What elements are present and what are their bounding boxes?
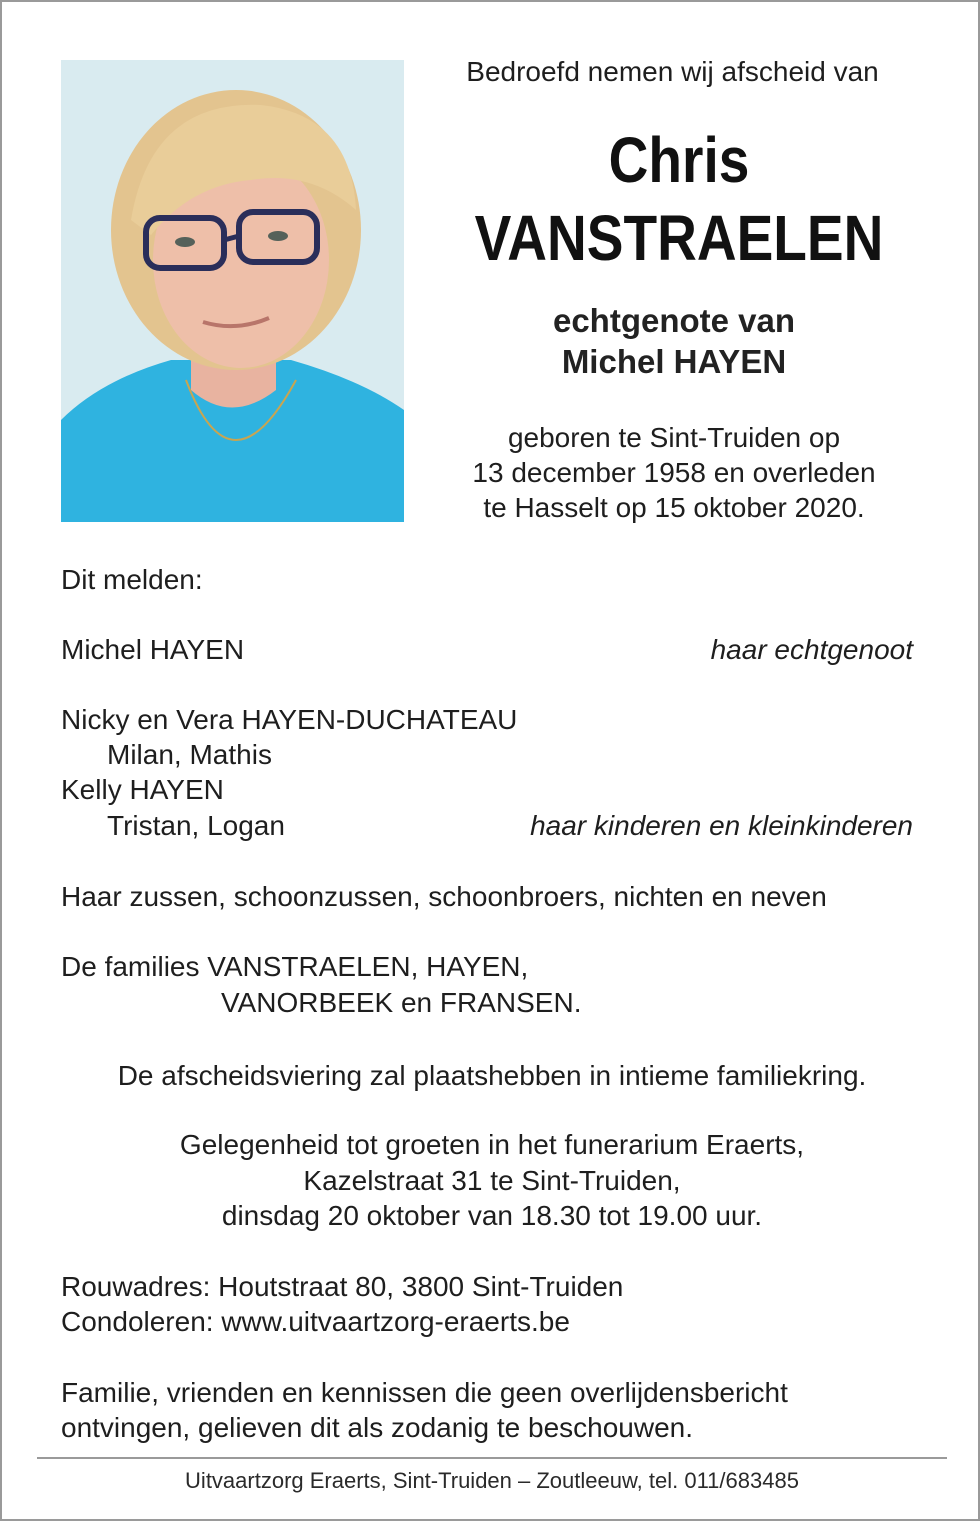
families-line-2: VANORBEEK en FRANSEN.: [221, 987, 582, 1018]
condolence-website: Condoleren: www.uitvaartzorg-eraerts.be: [61, 1306, 570, 1337]
grandchildren-2: Tristan, Logan: [107, 810, 285, 841]
husband-role: haar echtgenoot: [710, 634, 913, 665]
child-2: Kelly HAYEN: [61, 774, 224, 805]
born-line-1: geboren te Sint-Truiden op: [507, 422, 841, 453]
deceased-last-name: VANSTRAELEN: [474, 202, 884, 274]
husband-name: Michel HAYEN: [61, 634, 245, 665]
mourning-address: Rouwadres: Houtstraat 80, 3800 Sint-Truiden: [61, 1271, 624, 1302]
families-line-1: De families VANSTRAELEN, HAYEN,: [61, 951, 529, 982]
grandchildren-1: Milan, Mathis: [107, 739, 272, 770]
birth-death-block: [404, 420, 944, 525]
children-role: haar kinderen en kleinkinderen: [530, 810, 913, 841]
footer-funeral-home: Uitvaartzorg Eraerts, Sint-Truiden – Zoutleeuw, tel. 011/683485: [185, 1468, 799, 1493]
footer-divider: [37, 1457, 947, 1459]
notice-line-2: ontvingen, gelieven dit als zodanig te beschouwen.: [61, 1412, 693, 1443]
announcement-intro: Dit melden:: [61, 564, 203, 595]
ceremony-text: De afscheidsviering zal plaatshebben in intieme familiekring.: [117, 1060, 867, 1091]
spouse-line-2: Michel HAYEN: [561, 343, 787, 380]
spouse-line-1: echtgenote van: [552, 302, 796, 339]
notice-line-1: Familie, vrienden en kennissen die geen overlijdensbericht: [61, 1377, 788, 1408]
intro-line: Bedroefd nemen wij afscheid van: [466, 56, 879, 87]
spouse-block: [404, 300, 944, 382]
born-line-3: te Hasselt op 15 oktober 2020.: [483, 492, 865, 523]
visit-line-1: Gelegenheid tot groeten in het funerarium Eraerts,: [179, 1129, 805, 1160]
deceased-first-name: Chris: [608, 124, 750, 196]
visit-line-2: Kazelstraat 31 te Sint-Truiden,: [303, 1165, 681, 1196]
visit-line-3: dinsdag 20 oktober van 18.30 tot 19.00 uur.: [221, 1200, 763, 1231]
child-1: Nicky en Vera HAYEN-DUCHATEAU: [61, 704, 518, 735]
portrait-photo: [61, 60, 404, 522]
siblings-line: Haar zussen, schoonzussen, schoonbroers, nichten en neven: [61, 881, 827, 912]
born-line-2: 13 december 1958 en overleden: [472, 457, 876, 488]
portrait-illustration: [61, 60, 404, 522]
